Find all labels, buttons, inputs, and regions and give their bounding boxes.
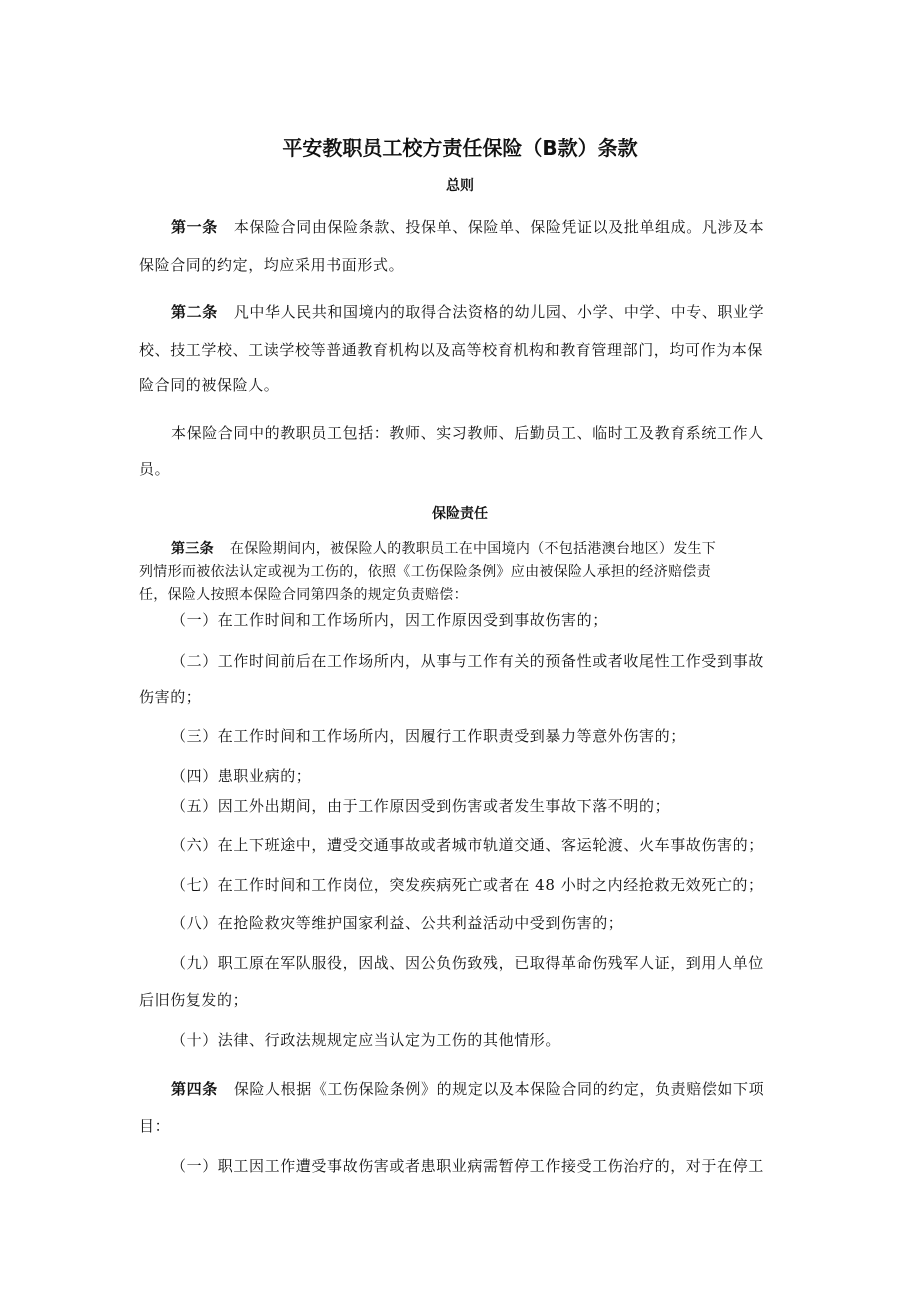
list-item: （一）职工因工作遭受事故伤害或者患职业病需暂停工作接受工伤治疗的，对于在停工: [171, 1157, 764, 1175]
article-1-line-2: 保险合同的约定，均应采用书面形式。: [139, 256, 405, 274]
article-1-line-1: 第一条 本保险合同由保险条款、投保单、保险单、保险凭证以及批单组成。凡涉及本: [171, 218, 765, 236]
document-title: 平安教职员工校方责任保险（B款）条款: [282, 136, 638, 160]
article-1-label: 第一条: [171, 218, 218, 236]
section-heading-liability: 保险责任: [432, 506, 488, 522]
list-item: （二）工作时间前后在工作场所内，从事与工作有关的预备性或者收尾性工作受到事故: [171, 652, 764, 670]
article-2-line-1: 第二条 凡中华人民共和国境内的取得合法资格的幼儿园、小学、中学、中专、职业学: [171, 303, 765, 321]
article-4-label: 第四条: [171, 1080, 218, 1098]
article-3-line-2: 列情形而被依法认定或视为工伤的，依照《工伤保险条例》应由被保险人承担的经济赔偿责: [139, 564, 711, 580]
article-2-line-2: 校、技工学校、工读学校等普通教育机构以及高等校育机构和教育管理部门，均可作为本保: [139, 341, 764, 359]
article-2-label: 第二条: [171, 303, 218, 321]
list-item-continuation: 伤害的；: [139, 688, 202, 706]
list-item: （七）在工作时间和工作岗位，突发疾病死亡或者在 48 小时之内经抢救无效死亡的；: [171, 876, 764, 894]
list-item-continuation: 后旧伤复发的；: [139, 991, 249, 1009]
list-item: （六）在上下班途中，遭受交通事故或者城市轨道交通、客运轮渡、火车事故伤害的；: [171, 836, 764, 854]
list-item: （三）在工作时间和工作场所内，因履行工作职责受到暴力等意外伤害的；: [171, 727, 686, 745]
article-4-line-1: 第四条 保险人根据《工伤保险条例》的规定以及本保险合同的约定，负责赔偿如下项: [171, 1080, 765, 1098]
article-4-line-2: 目：: [139, 1117, 171, 1135]
list-item: （九）职工原在军队服役，因战、因公负伤致残，已取得革命伤残军人证，到用人单位: [171, 954, 764, 972]
article-3-line-3: 任，保险人按照本保险合同第四条的规定负责赔偿：: [139, 587, 468, 603]
article-2-line-3: 险合同的被保险人。: [139, 376, 280, 394]
staff-definition-line-2: 员。: [139, 460, 171, 478]
list-item: （四）患职业病的；: [171, 767, 312, 785]
list-item: （十）法律、行政法规规定应当认定为工伤的其他情形。: [171, 1031, 562, 1049]
list-item: （五）因工外出期间，由于工作原因受到伤害或者发生事故下落不明的；: [171, 797, 671, 815]
section-heading-general: 总则: [446, 178, 474, 194]
staff-definition-line-1: 本保险合同中的教职员工包括：教师、实习教师、后勤员工、临时工及教育系统工作人: [171, 424, 764, 442]
article-3-label: 第三条: [171, 541, 214, 557]
list-item: （一）在工作时间和工作场所内，因工作原因受到事故伤害的；: [171, 611, 608, 629]
article-3-line-1: 第三条 在保险期间内，被保险人的教职员工在中国境内（不包括港澳台地区）发生下: [171, 541, 717, 557]
list-item: （八）在抢险救灾等维护国家利益、公共利益活动中受到伤害的；: [171, 914, 624, 932]
